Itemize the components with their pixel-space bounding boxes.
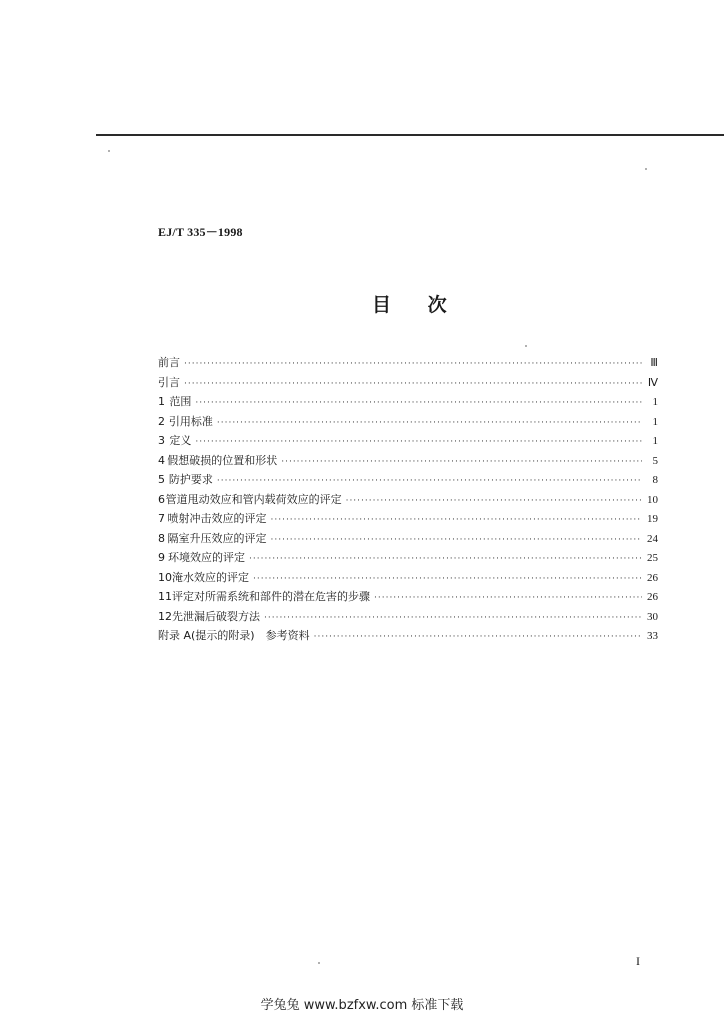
toc-entry[interactable] [158,608,658,628]
toc-entry-page: 26 [647,591,658,603]
toc-entry-number: 4 [158,453,165,467]
toc-entry[interactable] [158,627,658,647]
toc-entry[interactable] [158,471,658,491]
toc-title: 目 次 [372,294,447,316]
toc-entry[interactable] [158,393,658,413]
toc-entry-page: 25 [647,552,658,564]
toc-dot-leader [314,632,642,642]
toc-entry-page: 10 [647,493,658,506]
toc-dot-leader [195,398,642,408]
toc-dot-leader [249,554,642,564]
toc-dot-leader [346,496,642,506]
toc-entry-label: 假想破损的位置和形状 [167,453,278,467]
toc-entry-label: 定义 [169,434,192,447]
toc-entry[interactable] [158,432,658,452]
toc-entry-page: Ⅲ [650,357,658,369]
toc-entry-label: 淹水效应的评定 [172,570,249,584]
toc-dot-leader [253,574,642,584]
toc-entry-label: 附录 A(提示的附录) 参考资料 [158,629,310,642]
toc-dot-leader [271,535,643,545]
toc-dot-leader [271,515,643,525]
toc-entry-page: 33 [647,630,658,642]
table-of-contents [158,354,658,647]
toc-dot-leader [195,437,642,447]
toc-entry[interactable] [158,491,658,511]
page-number: I [636,954,640,968]
footer-watermark-text: 学兔兔 www.bzfxw.com 标准下载 [260,998,464,1013]
toc-entry[interactable] [158,588,658,608]
toc-dot-leader [217,476,642,486]
toc-entry-label: 环境效应的评定 [168,551,246,564]
toc-entry-number: 2 [158,414,165,428]
toc-entry-number: 12 [158,609,172,623]
toc-entry-label: 先泄漏后破裂方法 [172,609,260,623]
toc-entry[interactable] [158,374,658,394]
toc-entry-label: 引言 [158,375,180,389]
toc-entry[interactable] [158,530,658,550]
toc-entry-label: 评定对所需系统和部件的潜在危害的步骤 [172,590,370,603]
toc-entry-page: 1 [652,415,658,428]
scan-speck [318,962,320,964]
toc-entry-page: 24 [647,532,658,545]
toc-entry-label: 防护要求 [168,473,213,486]
toc-entry[interactable] [158,569,658,589]
toc-entry-label: 喷射冲击效应的评定 [167,512,267,525]
toc-dot-leader [264,613,642,623]
scan-speck [645,168,647,170]
toc-entry-number: 11 [158,590,172,603]
scan-speck [108,150,110,152]
toc-entry-page: 26 [647,571,658,584]
toc-entry-page: 5 [652,454,658,467]
toc-entry[interactable] [158,413,658,433]
toc-entry[interactable] [158,452,658,472]
toc-entry-number: 8 [158,531,165,545]
toc-entry-page: 1 [652,396,658,408]
toc-entry-label: 管道甩动效应和管内载荷效应的评定 [165,492,342,506]
toc-entry-label: 前言 [158,356,180,369]
document-code: EJ/T 335－1998 [158,225,243,239]
toc-entry-number: 7 [158,512,165,525]
toc-entry-number: 3 [158,434,165,447]
toc-dot-leader [184,379,642,389]
toc-entry[interactable] [158,354,658,374]
toc-entry-number: 5 [158,473,165,486]
toc-entry-number: 10 [158,570,172,584]
toc-entry-page: 30 [647,610,658,623]
toc-entry-page: 8 [652,474,658,486]
toc-entry[interactable] [158,549,658,569]
toc-entry-number: 6 [158,492,165,506]
toc-entry-page: Ⅳ [647,376,658,389]
toc-dot-leader [217,418,642,428]
toc-entry-label: 引用标准 [168,414,213,428]
toc-entry-page: 1 [652,435,658,447]
toc-entry-number: 9 [158,551,165,564]
toc-entry-number: 1 [158,395,165,408]
toc-entry[interactable] [158,510,658,530]
scan-speck [525,345,527,347]
toc-dot-leader [184,359,642,369]
toc-dot-leader [281,457,642,467]
header-rule [96,134,724,136]
toc-dot-leader [374,593,642,603]
toc-entry-page: 19 [647,513,658,525]
toc-entry-label: 隔室升压效应的评定 [167,531,267,545]
toc-entry-label: 范围 [169,395,192,408]
